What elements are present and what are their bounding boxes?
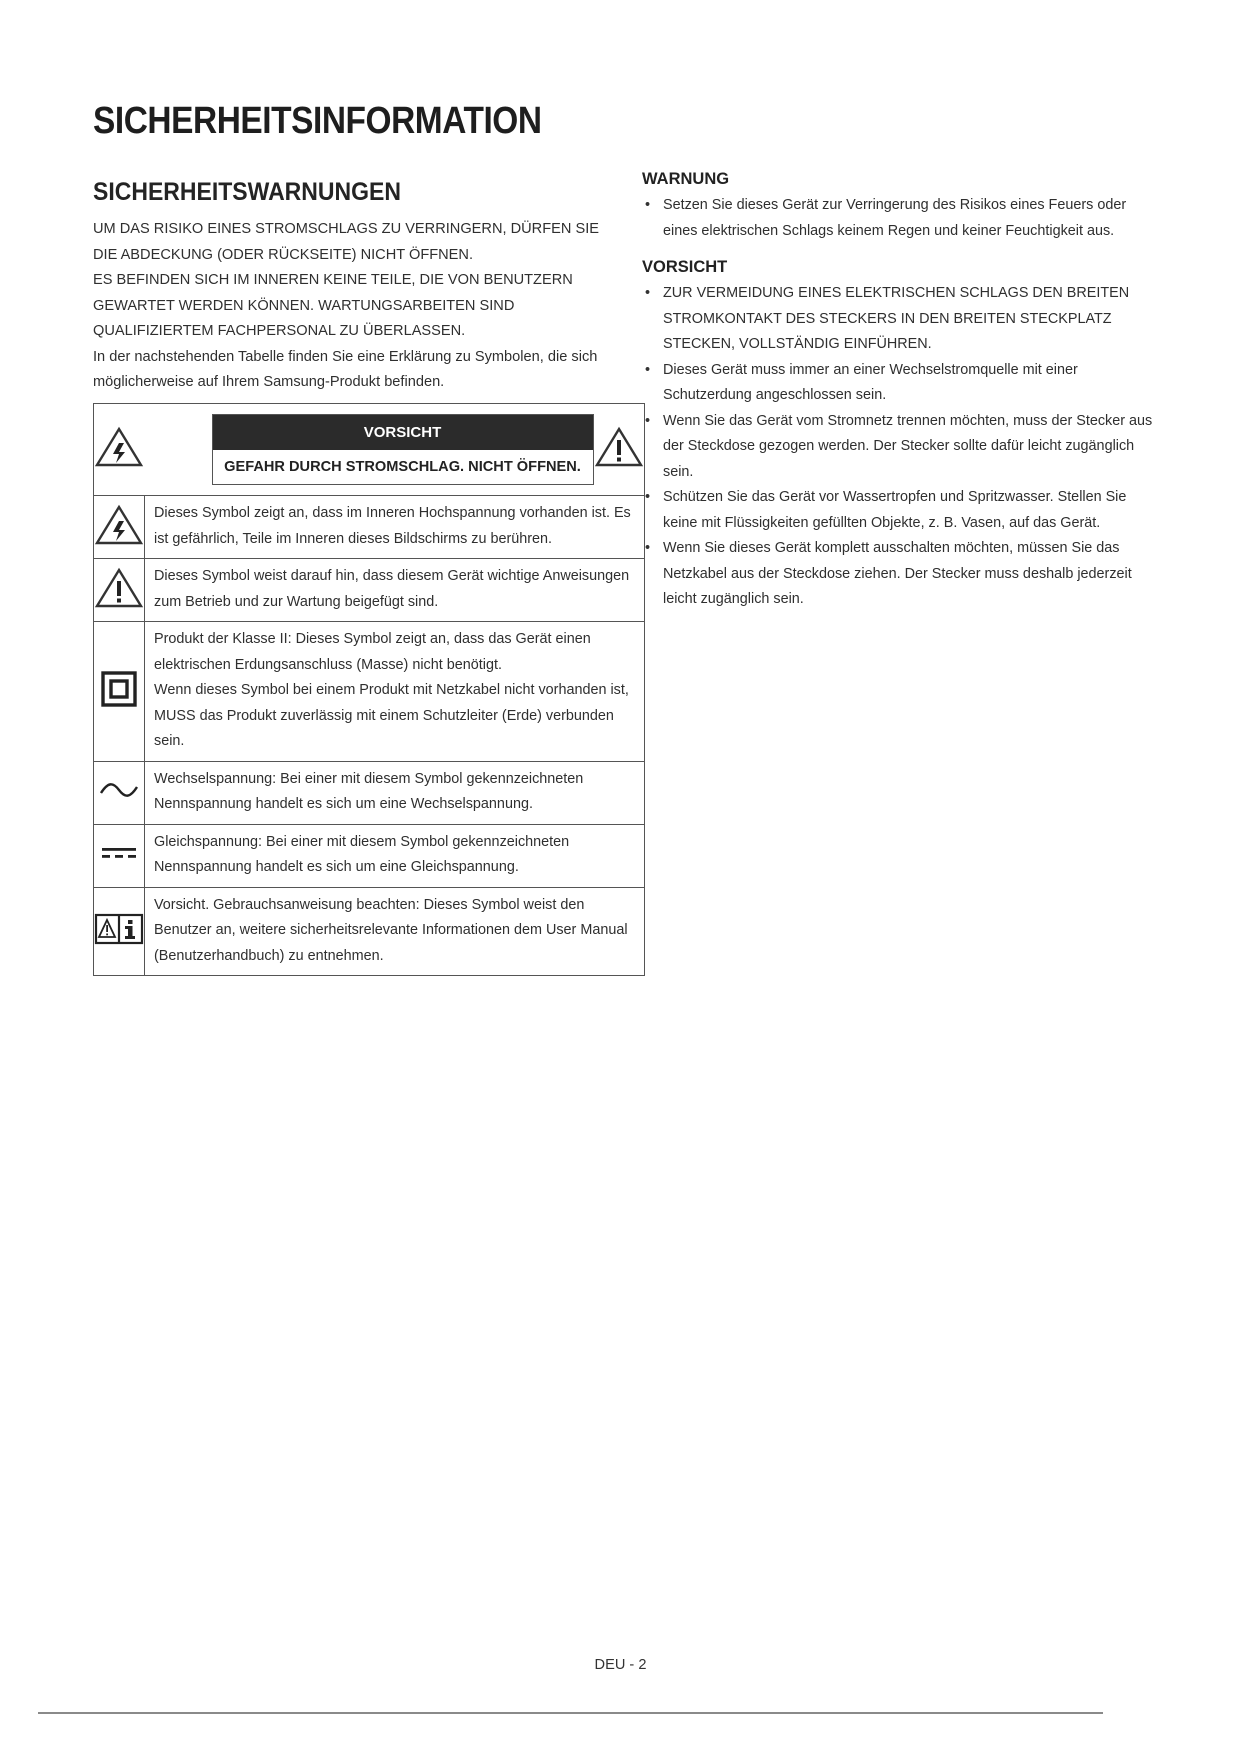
symbol-description: Wechselspannung: Bei einer mit diesem Symbol gekennzeichneten Nennspannung handelt es sich um eine Wechselspannung. [154,770,584,812]
footer-divider [38,1712,1103,1714]
warning-heading: WARNUNG [642,170,730,188]
list-item: • Dieses Gerät muss immer an einer Wechselstromquelle mit einer Schutzerdung angeschlossen sein. [642,358,1162,409]
symbol-row [94,559,645,622]
caution-label-box [212,414,594,485]
consult-manual-icon [94,912,144,951]
symbol-row [94,622,645,762]
caution-list [642,281,1162,613]
list-item: • Wenn Sie dieses Gerät komplett ausschalten möchten, müssen Sie das Netzkabel aus der Steckdose ziehen. Der Stecker muss deshalb jederzeit leicht zugänglich sein. [642,536,1162,613]
high-voltage-warning-icon [94,504,144,551]
alternating-current-icon [98,781,140,804]
symbol-description: Dieses Symbol weist darauf hin, dass diesem Gerät wichtige Anweisungen zum Betrieb und zur Wartung beigefügt sind. [154,568,630,610]
class-ii-double-insulation-icon [100,670,138,713]
symbol-description: Vorsicht. Gebrauchsanweisung beachten: Dieses Symbol weist den Benutzer an, weitere sicherheitsrelevante Informationen dem User Manual (Benutzerhandbuch) zu entnehmen. [154,896,628,964]
exclamation-warning-icon [94,567,144,614]
high-voltage-warning-icon [94,426,144,473]
intro-text [93,217,610,396]
exclamation-warning-icon [594,426,644,473]
symbol-row [94,496,645,559]
page-number: DEU - 2 [594,1657,647,1673]
section-title: SICHERHEITSWARNUNGEN [93,178,401,206]
warning-list [642,193,1162,244]
intro-paragraph: In der nachstehenden Tabelle finden Sie eine Erklärung zu Symbolen, die sich möglicherweise auf Ihrem Samsung-Produkt befinden. [93,348,598,390]
list-item: • ZUR VERMEIDUNG EINES ELEKTRISCHEN SCHLAGS DEN BREITEN STROMKONTAKT DES STECKERS IN DEN BREITEN STECKPLATZ STECKEN, VOLLSTÄNDIG EINFÜHREN. [642,281,1162,358]
symbol-row [94,761,645,824]
right-column [642,170,1162,621]
symbol-description: Wenn dieses Symbol bei einem Produkt mit Netzkabel nicht vorhanden ist, MUSS das Produkt zuverlässig mit einem Schutzleiter (Erde) verbunden sein. [154,682,629,749]
direct-current-icon [99,845,139,866]
caution-subtitle: GEFAHR DURCH STROMSCHLAG. NICHT ÖFFNEN. [224,459,581,475]
symbol-description: Dieses Symbol zeigt an, dass im Inneren Hochspannung vorhanden ist. Es ist gefährlich, Teile im Inneren dieses Bildschirms zu berühren. [154,505,631,547]
caution-banner: VORSICHT [213,415,593,450]
intro-paragraph: ES BEFINDEN SICH IM INNEREN KEINE TEILE, DIE VON BENUTZERN GEWARTET WERDEN KÖNNEN. WARTUNGSARBEITEN SIND QUALIFIZIERTEM FACHPERSONAL ZU ÜBERLASSEN. [93,272,573,339]
symbol-row [94,887,645,976]
safety-warnings-section [93,178,610,396]
caution-heading: VORSICHT [642,258,728,276]
symbol-description: Gleichspannung: Bei einer mit diesem Symbol gekennzeichneten Nennspannung handelt es sich um eine Gleichspannung. [154,833,570,875]
list-item: • Schützen Sie das Gerät vor Wassertropfen und Spritzwasser. Stellen Sie keine mit Flüssigkeiten gefüllten Objekte, z. B. Vasen, auf das Gerät. [642,485,1162,536]
symbol-description: Produkt der Klasse II: Dieses Symbol zeigt an, dass das Gerät einen elektrischen Erdungsanschluss (Masse) nicht benötigt. [154,631,591,673]
caution-header-row [94,404,645,496]
symbol-row [94,824,645,887]
intro-paragraph: UM DAS RISIKO EINES STROMSCHLAGS ZU VERRINGERN, DÜRFEN SIE DIE ABDECKUNG (ODER RÜCKSEITE) NICHT ÖFFNEN. [93,221,599,263]
page-title: SICHERHEITSINFORMATION [93,100,542,142]
list-item: • Wenn Sie das Gerät vom Stromnetz trennen möchten, muss der Stecker aus der Steckdose gezogen werden. Der Stecker sollte dafür leicht zugänglich sein. [642,409,1162,486]
list-item: • Setzen Sie dieses Gerät zur Verringerung des Risikos eines Feuers oder eines elektrischen Schlags keinem Regen und keiner Feuchtigkeit aus. [642,193,1162,244]
symbol-table [93,403,645,976]
